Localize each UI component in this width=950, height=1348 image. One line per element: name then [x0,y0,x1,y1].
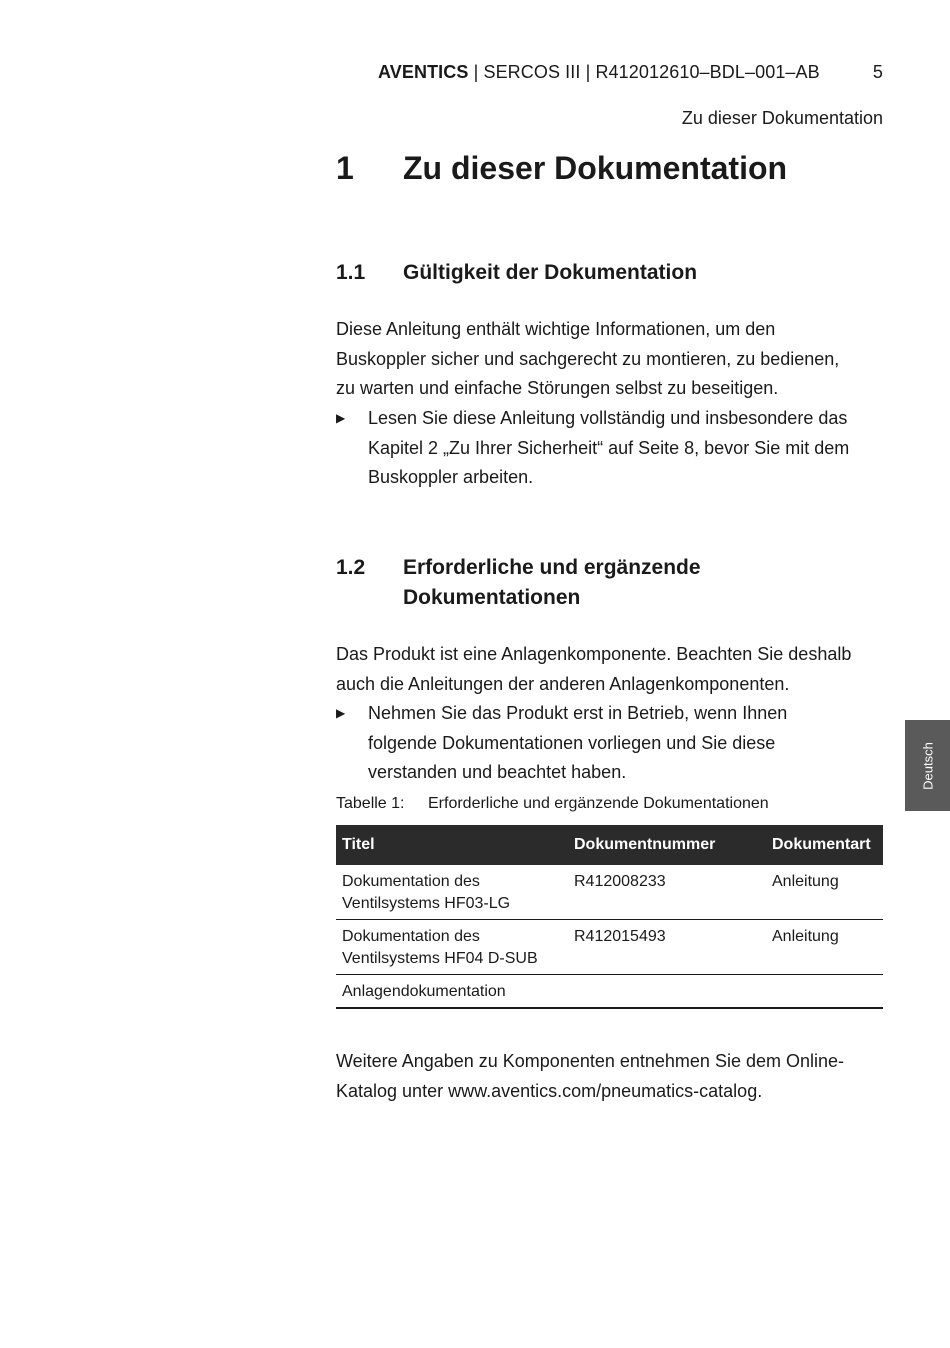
paragraph-line: Weitere Angaben zu Komponenten entnehmen Sie dem Online- [336,1051,844,1071]
language-label: Deutsch [920,741,935,790]
cell-line: Dokumentation des [342,928,480,945]
cell-line: Dokumentation des [342,873,480,890]
table-caption-text: Erforderliche und ergänzende Dokumentationen [428,795,769,812]
paragraph-line: Buskoppler sicher und sachgerecht zu montieren, zu bedienen, [336,348,840,369]
section-heading-1-1 [336,258,697,288]
table-header-cell: Dokumentart [766,825,883,865]
bullet-line: Lesen Sie diese Anleitung vollständig und insbesondere das [368,408,848,428]
table-caption [336,795,769,813]
bullet-read-instructions [336,404,884,493]
paragraph-line: zu warten und einfache Störungen selbst zu beseitigen. [336,378,779,399]
bullet-line: Buskoppler arbeiten. [368,467,534,488]
brand-name: AVENTICS [378,62,469,82]
table-cell-title [336,920,568,975]
page-number: 5 [872,62,883,82]
table-header-row [336,825,883,865]
bullet-text [368,699,884,788]
table-header-cell: Dokumentnummer [568,825,766,865]
paragraph-product [336,640,884,699]
bullet-text [368,404,884,493]
bullet-line: Kapitel 2 „Zu Ihrer Sicherheit“ auf Seite 8, bevor Sie mit dem [368,437,850,458]
running-head: Zu dieser Dokumentation [681,108,883,128]
table-cell-type: Anleitung [766,920,883,975]
paragraph-line: Das Produkt ist eine Anlagenkomponente. Beachten Sie deshalb [336,644,852,664]
table-cell-number [568,975,766,1009]
bullet-commissioning [336,699,884,788]
language-side-tab [905,720,950,811]
chapter-title: Zu dieser Dokumentation [403,150,788,186]
table-cell-number: R412015493 [568,920,766,975]
table-row [336,920,883,975]
bullet-arrow-icon: ▶ [336,411,346,425]
section-title-line: Dokumentationen [403,586,581,609]
table-cell-title [336,865,568,920]
document-id: | SERCOS III | R412012610–BDL–001–AB [468,62,820,82]
section-number: 1.2 [336,556,366,579]
table-caption-label: Tabelle 1: [336,795,405,812]
cell-line: Ventilsystems HF03-LG [342,895,511,912]
chapter-heading [336,150,787,187]
table-cell-type [766,975,883,1009]
bullet-line: folgende Dokumentationen vorliegen und Sie diese [368,732,776,753]
chapter-number: 1 [336,150,354,186]
table-cell-number: R412008233 [568,865,766,920]
section-heading-1-2 [336,553,701,613]
paragraph-line: Diese Anleitung enthält wichtige Informationen, um den [336,319,776,339]
section-title-line: Erforderliche und ergänzende [403,556,701,579]
section-title [403,553,701,613]
table-header-cell: Titel [336,825,568,865]
page-header [378,62,883,83]
cell-line: Ventilsystems HF04 D-SUB [342,950,538,967]
paragraph-catalog [336,1047,884,1106]
paragraph-line: auch die Anleitungen der anderen Anlagenkomponenten. [336,673,790,694]
section-number: 1.1 [336,261,366,284]
bullet-arrow-icon: ▶ [336,706,346,720]
bullet-line: Nehmen Sie das Produkt erst in Betrieb, wenn Ihnen [368,703,788,723]
table-cell-type: Anleitung [766,865,883,920]
table-row [336,865,883,920]
documentation-table [336,825,883,1009]
table-cell-title: Anlagendokumentation [336,975,568,1009]
table-row [336,975,883,1009]
paragraph-line: Katalog unter www.aventics.com/pneumatics-catalog. [336,1080,763,1101]
bullet-line: verstanden und beachtet haben. [368,762,627,783]
section-title: Gültigkeit der Dokumentation [403,261,698,284]
paragraph-validity [336,315,884,404]
